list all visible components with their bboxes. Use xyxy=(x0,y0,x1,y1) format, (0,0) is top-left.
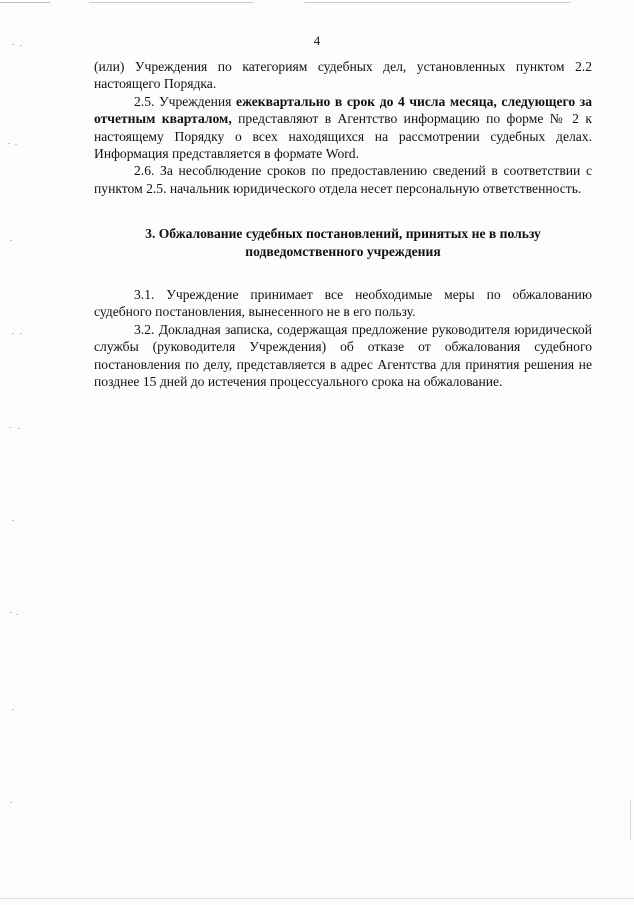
section-3-heading: 3. Обжалование судебных постановлений, принятых не в пользу подведомственного учреждения xyxy=(145,226,541,259)
page-number: 4 xyxy=(313,33,321,48)
scan-speck xyxy=(16,614,18,615)
scan-speck xyxy=(9,427,11,428)
scan-edge-right xyxy=(630,800,631,840)
paragraph-continuation: (или) Учреждения по категориям судебных дел, установленных пунктом 2.2 настоящего Порядка. xyxy=(94,59,592,92)
scan-speck xyxy=(12,709,14,710)
scan-speck xyxy=(15,144,17,145)
scan-speck xyxy=(12,520,14,521)
scan-speck xyxy=(8,143,10,144)
paragraph-2-5-lead: 2.5. Учреждения xyxy=(134,93,237,109)
scan-speck xyxy=(18,428,20,429)
paragraph-3-1: 3.1. Учреждение принимает все необходимые меры по обжалованию судебного постановления, вынесенного не в его пользу. xyxy=(94,287,592,320)
scan-edge-bottom xyxy=(0,898,634,899)
scan-speck xyxy=(10,240,12,241)
scan-speck xyxy=(20,333,22,334)
document-body xyxy=(94,58,592,391)
scan-edge-top xyxy=(0,2,634,3)
paragraph-2-5-deadline: ежеквартально в срок до 4 числа месяца, следующего за отчетным кварталом, xyxy=(94,93,592,127)
paragraph-2-5 xyxy=(94,93,592,163)
scan-speck xyxy=(10,612,12,613)
scan-speck xyxy=(10,802,12,803)
paragraph-2-6: 2.6. За несоблюдение сроков по предоставлению сведений в соответствии с пунктом 2.5. начальник юридического отдела несет персональную ответственность. xyxy=(94,163,592,196)
paragraph-3-2: 3.2. Докладная записка, содержащая предложение руководителя юридической службы (руководителя Учреждения) об отказе от обжалования судебного постановления по делу, представляется в адрес Агентства для принятия решения не позднее 15 дней до истечения процессуального срока на обжалование. xyxy=(94,321,592,390)
scan-speck xyxy=(12,333,14,334)
paragraph-2-5-tail: представляют в Агентство информацию по форме № 2 к настоящему Порядку о всех находящихся на рассмотрении судебных делах. Информация представляется в формате Word. xyxy=(94,111,592,162)
